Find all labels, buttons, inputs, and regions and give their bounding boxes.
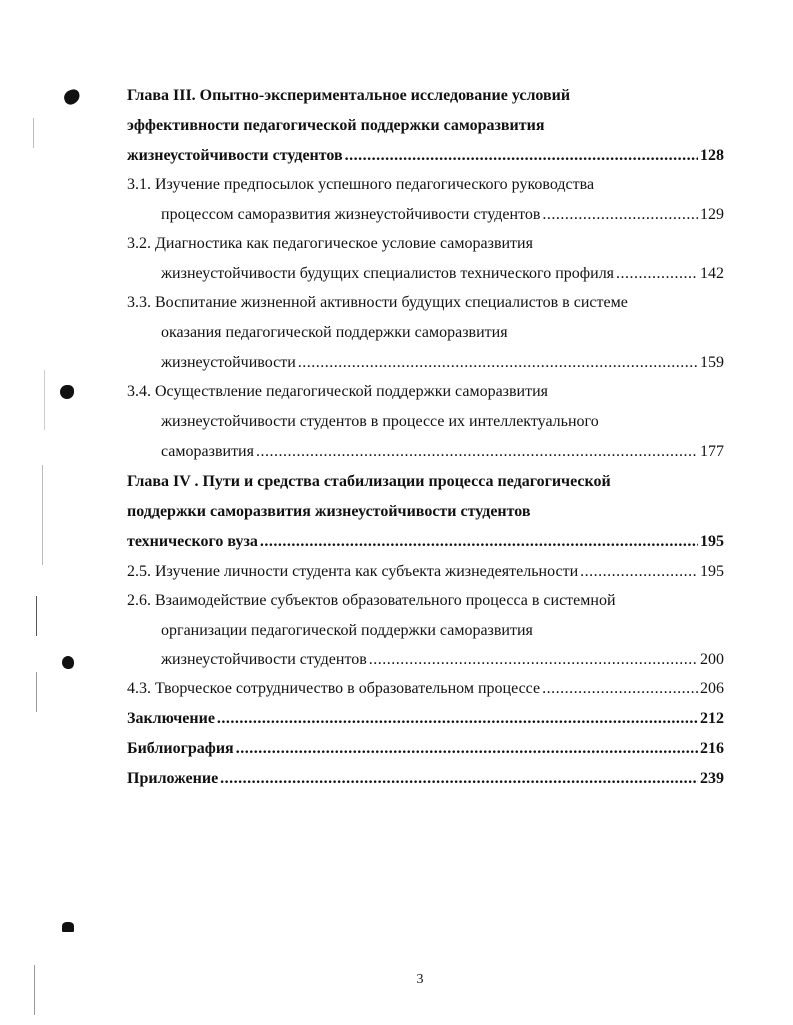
punch-hole-mark — [62, 656, 74, 669]
margin-scan-mark — [44, 370, 45, 430]
toc-chapter4-title-line2: поддержки саморазвития жизнеустойчивости студентов — [127, 503, 531, 520]
toc-section-3-3-line3: жизнеустойчивости — [161, 354, 296, 371]
toc-bibliography-entry[interactable] — [127, 737, 724, 761]
dot-leader — [369, 648, 698, 672]
punch-hole-mark — [62, 922, 74, 932]
toc-chapter4-title-line1: Глава IV . Пути и средства стабилизации процесса педагогической — [127, 473, 611, 490]
toc-section-2-6-entry[interactable] — [161, 648, 724, 672]
toc-section-2-5-entry[interactable] — [127, 560, 724, 584]
toc-section-4-3-entry[interactable] — [127, 677, 724, 701]
dot-leader — [256, 440, 698, 464]
toc-bibliography-title: Библиография — [127, 740, 234, 757]
toc-section-3-1-line1: 3.1. Изучение предпосылок успешного педагогического руководства — [127, 176, 595, 193]
punch-hole-mark — [60, 385, 74, 399]
toc-section-2-6-line2: организации педагогической поддержки саморазвития — [161, 622, 533, 639]
dot-leader — [616, 262, 698, 286]
toc-section-3-4-page: 177 — [700, 443, 724, 460]
toc-section-3-3-line1: 3.3. Воспитание жизненной активности будущих специалистов в системе — [127, 294, 628, 311]
dot-leader — [220, 767, 698, 791]
toc-chapter3-page: 128 — [700, 147, 724, 164]
toc-section-2-5-page: 195 — [700, 563, 724, 580]
toc-section-4-3-page: 206 — [700, 680, 724, 697]
toc-section-3-4-line3: саморазвития — [161, 443, 254, 460]
toc-section-3-4-line2: жизнеустойчивости студентов в процессе их интеллектуального — [161, 413, 599, 430]
toc-bibliography-page: 216 — [700, 740, 724, 757]
toc-section-3-4-entry[interactable] — [161, 440, 724, 464]
toc-section-3-2-entry[interactable] — [161, 262, 724, 286]
margin-scan-mark — [34, 965, 35, 1015]
dot-leader — [542, 677, 698, 701]
toc-chapter4-title-line3: технического вуза — [127, 533, 258, 550]
toc-conclusion-title: Заключение — [127, 710, 215, 727]
dot-leader — [542, 203, 698, 227]
toc-section-3-1-line2: процессом саморазвития жизнеустойчивости студентов — [161, 206, 541, 223]
dot-leader — [236, 737, 698, 761]
dot-leader — [580, 560, 698, 584]
margin-scan-mark — [36, 672, 37, 712]
dot-leader — [345, 144, 698, 168]
toc-section-3-3-page: 159 — [700, 354, 724, 371]
toc-section-3-1-page: 129 — [700, 206, 724, 223]
toc-appendix-page: 239 — [700, 770, 724, 787]
dot-leader — [260, 530, 698, 554]
toc-section-2-6-line3: жизнеустойчивости студентов — [161, 651, 367, 668]
dot-leader — [217, 707, 698, 731]
toc-appendix-title: Приложение — [127, 770, 219, 787]
toc-chapter3-entry[interactable] — [127, 144, 724, 168]
dot-leader — [298, 351, 698, 375]
toc-appendix-entry[interactable] — [127, 767, 724, 791]
toc-chapter3-title-line1: Глава III. Опытно-экспериментальное исследование условий — [127, 87, 571, 104]
punch-hole-mark — [62, 88, 82, 107]
toc-section-3-1-entry[interactable] — [161, 203, 724, 227]
toc-section-2-6-page: 200 — [700, 651, 724, 668]
toc-section-3-2-page: 142 — [700, 265, 724, 282]
toc-section-2-6-line1: 2.6. Взаимодействие субъектов образовательного процесса в системной — [127, 592, 616, 609]
margin-scan-mark — [36, 596, 37, 636]
page-number: 3 — [416, 972, 424, 987]
toc-section-3-4-line1: 3.4. Осуществление педагогической поддержки саморазвития — [127, 383, 549, 400]
toc-section-3-3-line2: оказания педагогической поддержки саморазвития — [161, 324, 508, 341]
toc-section-3-2-line2: жизнеустойчивости будущих специалистов технического профиля — [161, 265, 615, 282]
margin-scan-mark — [42, 465, 43, 565]
toc-section-4-3-line1: 4.3. Творческое сотрудничество в образовательном процессе — [127, 680, 541, 697]
toc-section-3-3-entry[interactable] — [161, 351, 724, 375]
toc-chapter4-page: 195 — [700, 533, 724, 550]
toc-conclusion-entry[interactable] — [127, 707, 724, 731]
toc-conclusion-page: 212 — [700, 710, 724, 727]
toc-chapter3-title-line2: эффективности педагогической поддержки саморазвития — [127, 117, 545, 134]
toc-chapter4-entry[interactable] — [127, 530, 724, 554]
toc-section-2-5-line1: 2.5. Изучение личности студента как субъекта жизнедеятельности — [127, 563, 579, 580]
margin-scan-mark — [33, 118, 34, 148]
toc-chapter3-title-line3: жизнеустойчивости студентов — [127, 147, 343, 164]
toc-section-3-2-line1: 3.2. Диагностика как педагогическое условие саморазвития — [127, 235, 533, 252]
